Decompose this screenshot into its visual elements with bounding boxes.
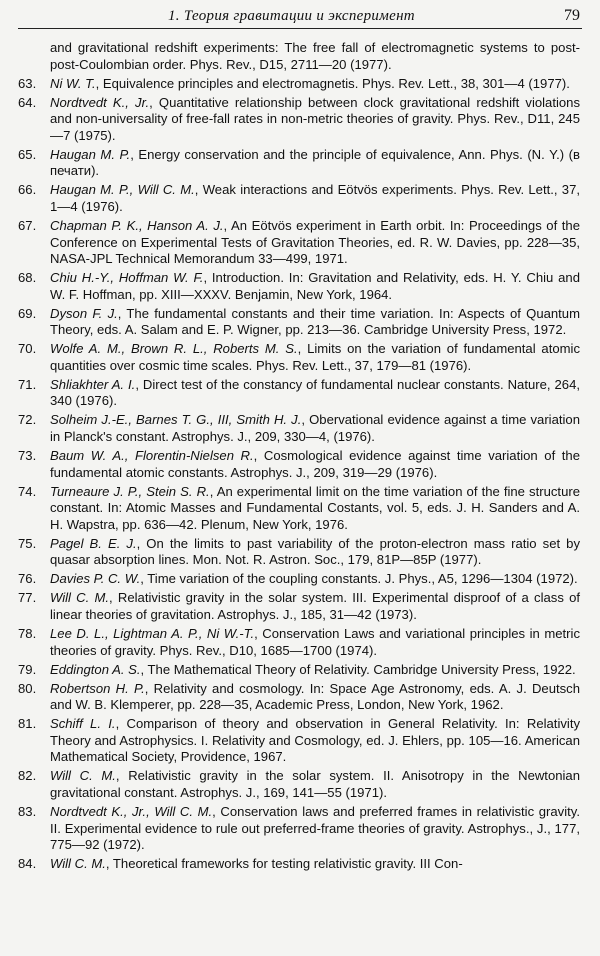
reference-authors: Schiff L. I. <box>50 716 116 732</box>
reference-text: , Introduction. In: Gravitation and Relativity, eds. H. Y. Chiu and W. F. Hoffman, pp. XIII—XXXV. Benjamin, New York, 1964. <box>50 270 580 302</box>
reference-number: 73. <box>18 448 37 464</box>
reference-text: , Energy conservation and the principle of equivalence, Ann. Phys. (N. Y.) (в печати). <box>50 146 580 179</box>
reference-text: , Limits on the variation of fundamental atomic quantities over cosmic time scales. Phys. Rev. Lett., 37, 179—81 (1976). <box>50 341 580 373</box>
reference-authors: Haugan M. P. <box>50 146 131 162</box>
reference-number: 77. <box>18 590 37 606</box>
reference-text: , Equivalence principles and electromagnetis. Phys. Rev. Lett., 38, 301—4 (1977). <box>95 75 570 91</box>
reference-text: , An experimental limit on the time variation of the fine structure constant. In: Atomic Masses and Fundamental Costants, vol. 5, eds. J. H. Sanders and A. H. Wapstra, pp. 636—42. Plenum, New York, 1976. <box>50 483 580 532</box>
reference-item <box>18 768 580 801</box>
reference-number: 72. <box>18 412 37 428</box>
reference-text: , The Mathematical Theory of Relativity. Cambridge University Press, 1922. <box>140 661 576 677</box>
reference-number: 63. <box>18 75 37 91</box>
reference-text: , Cosmological evidence against time variation of the fundamental atomic constants. Astrophys. J., 209, 319—29 (1976). <box>50 448 580 480</box>
reference-text: and gravitational redshift experiments: The free fall of electromagnetic systems to post-post-Coulombian order. Phys. Rev., D15, 2711—20 (1977). <box>50 40 580 72</box>
reference-text: , On the limits to past variability of the proton-electron mass ratio set by quasar absorption lines. Mon. Not. R. Astron. Soc., 179, 81P—85P (1977). <box>50 535 580 568</box>
reference-authors: Will C. M. <box>50 590 110 606</box>
reference-number: 74. <box>18 483 37 499</box>
reference-item <box>18 40 580 73</box>
reference-item <box>18 147 580 180</box>
reference-item <box>18 76 580 93</box>
reference-item <box>18 270 580 303</box>
reference-text: , Relativistic gravity in the solar system. II. Anisotropy in the Newtonian gravitational constant. Astrophys. J., 169, 141—55 (1971). <box>50 768 580 800</box>
reference-number: 82. <box>18 768 37 784</box>
reference-number: 83. <box>18 804 37 820</box>
reference-item <box>18 662 580 679</box>
reference-item <box>18 377 580 410</box>
reference-item <box>18 856 580 873</box>
reference-text: , Relativity and cosmology. In: Space Age Astronomy, eds. A. J. Deutsch and W. B. Klemperer, pp. 228—35, Academic Press, London, New York, 1962. <box>50 680 581 713</box>
reference-number: 65. <box>18 146 37 162</box>
reference-text: , Relativistic gravity in the solar system. III. Experimental disproof of a class of linear theories of gravitation. Astrophys. J., 185, 31—42 (1973). <box>50 590 580 622</box>
reference-authors: Dyson F. J. <box>50 305 118 321</box>
reference-authors: Nordtvedt K., Jr. <box>50 94 150 110</box>
reference-authors: Haugan M. P., Will C. M. <box>50 182 195 198</box>
reference-text: , Conservation laws and preferred frames in relativistic gravity. II. Experimental evidence to rule out preferred-frame theories of gravity. Astrophys., J., 177, 775—92 (1972). <box>50 804 580 853</box>
reference-number: 80. <box>18 680 37 696</box>
reference-item <box>18 626 580 659</box>
reference-number: 68. <box>18 270 37 286</box>
reference-number: 84. <box>18 856 37 872</box>
reference-number: 78. <box>18 626 37 642</box>
reference-item <box>18 536 580 569</box>
reference-authors: Baum W. A., Florentin-Nielsen R. <box>50 448 254 464</box>
reference-item <box>18 182 580 215</box>
reference-item <box>18 804 580 854</box>
reference-authors: Nordtvedt K., Jr., Will C. M. <box>50 804 213 820</box>
reference-item <box>18 590 580 623</box>
reference-text: , Direct test of the constancy of fundamental nuclear constants. Nature, 264, 340 (1976). <box>50 376 580 409</box>
reference-text: , An Eötvös experiment in Earth orbit. In: Proceedings of the Conference on Experimental Tests of Gravitation Theories, ed. R. W. Davies, pp. 228—35, NASA-JPL Technical Memorandum 33—499, 1971. <box>50 217 580 267</box>
reference-text: , Theoretical frameworks for testing relativistic gravity. III Con- <box>105 856 463 872</box>
reference-authors: Wolfe A. M., Brown R. L., Roberts M. S. <box>50 341 298 357</box>
reference-item <box>18 412 580 445</box>
reference-item <box>18 484 580 534</box>
reference-number: 79. <box>18 661 37 677</box>
reference-text: , Weak interactions and Eötvös experiments. Phys. Rev. Lett., 37, 1—4 (1976). <box>50 182 580 214</box>
reference-item <box>18 218 580 268</box>
reference-text: , Conservation Laws and variational principles in metric theories of gravity. Phys. Rev., D10, 1685—1700 (1974). <box>50 626 581 658</box>
reference-list <box>18 40 580 875</box>
reference-item <box>18 95 580 145</box>
reference-authors: Eddington A. S. <box>50 661 141 677</box>
reference-text: , The fundamental constants and their time variation. In: Aspects of Quantum Theory, eds. A. Salam and E. P. Wigner, pp. 213—36. Cambridge University Press, 1972. <box>50 305 580 338</box>
reference-authors: Will C. M. <box>50 856 106 872</box>
reference-text: , Time variation of the coupling constants. J. Phys., A5, 1296—1304 (1972). <box>140 571 578 587</box>
reference-item <box>18 571 580 588</box>
reference-number: 75. <box>18 535 37 551</box>
reference-authors: Lee D. L., Lightman A. P., Ni W.-T. <box>50 626 255 642</box>
reference-number: 81. <box>18 716 37 732</box>
running-header <box>18 6 582 29</box>
reference-number: 67. <box>18 217 37 233</box>
chapter-title: 1. Теория гравитации и эксперимент <box>168 8 415 24</box>
reference-authors: Robertson H. P. <box>50 680 145 696</box>
reference-text: , Comparison of theory and observation in General Relativity. In: Relativity Theory and Astrophysics. I. Relativity and Cosmology, ed. J. Ehlers, pp. 105—16. American Mathematical Society, Providence, 1967. <box>50 716 580 765</box>
reference-authors: Chapman P. K., Hanson A. J. <box>50 217 224 233</box>
reference-number: 70. <box>18 341 37 357</box>
reference-item <box>18 716 580 766</box>
reference-authors: Turneaure J. P., Stein S. R. <box>50 483 210 499</box>
reference-number: 76. <box>18 571 37 587</box>
reference-number: 69. <box>18 305 37 321</box>
page-number: 79 <box>564 7 580 24</box>
reference-item <box>18 448 580 481</box>
reference-number: 66. <box>18 182 37 198</box>
reference-authors: Solheim J.-E., Barnes T. G., III, Smith H. J. <box>50 412 302 428</box>
reference-item <box>18 306 580 339</box>
reference-authors: Will C. M. <box>50 768 116 784</box>
reference-item <box>18 681 580 714</box>
reference-number: 71. <box>18 376 37 392</box>
reference-authors: Shliakhter A. I. <box>50 376 136 392</box>
reference-item <box>18 341 580 374</box>
reference-authors: Ni W. T. <box>50 75 96 91</box>
reference-authors: Chiu H.-Y., Hoffman W. F. <box>50 270 204 286</box>
reference-text: , Quantitative relationship between clock gravitational redshift violations and non-universality of free-fall rates in non-metric theories of gravity. Phys. Rev., D11, 245—7 (1975). <box>50 94 580 143</box>
reference-number: 64. <box>18 94 37 110</box>
reference-authors: Davies P. C. W. <box>50 571 141 587</box>
reference-authors: Pagel B. E. J. <box>50 535 137 551</box>
reference-text: , Obervational evidence against a time variation in Planck's constant. Astrophys. J., 209, 330—4, (1976). <box>50 412 580 445</box>
